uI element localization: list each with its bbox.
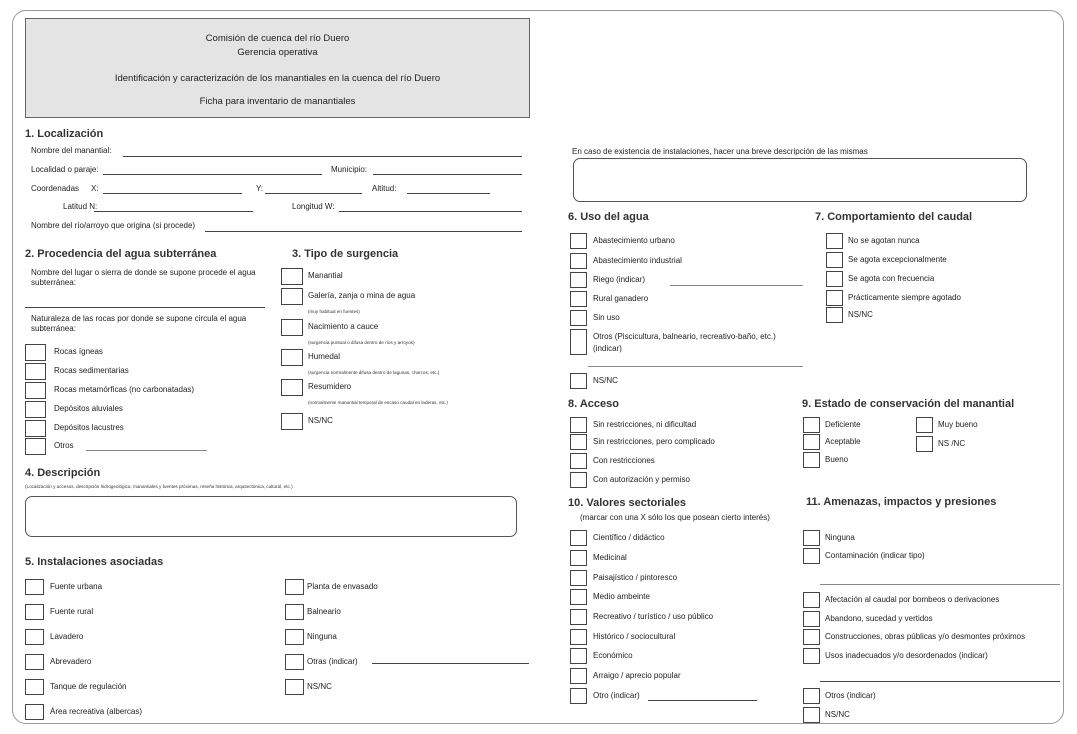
latitud-label: Latitud N: bbox=[63, 202, 98, 211]
s7-options-label: No se agotan nunca bbox=[848, 236, 920, 245]
section-4-heading: 4. Descripción bbox=[25, 467, 101, 479]
s7-options-checkbox[interactable] bbox=[826, 271, 843, 287]
section-9-heading: 9. Estado de conservación del manantial bbox=[802, 398, 1015, 410]
y-label: Y: bbox=[256, 184, 264, 193]
s5-left-checkbox[interactable] bbox=[25, 579, 44, 595]
s8-options-label: Con restricciones bbox=[593, 456, 655, 465]
s3-note: (surgencia normalmente difusa dentro de lagunas, charcos, etc.) bbox=[308, 370, 440, 375]
s2-options-checkbox[interactable] bbox=[25, 438, 46, 455]
riego-field[interactable] bbox=[670, 285, 803, 286]
s5-right-label: NS/NC bbox=[307, 682, 332, 691]
s9-left-checkbox[interactable] bbox=[803, 434, 820, 450]
s6-options-checkbox[interactable] bbox=[570, 253, 587, 269]
s5-left-label: Lavadero bbox=[50, 632, 84, 641]
s8-options-label: Con autorización y permiso bbox=[593, 475, 690, 484]
s2-options-label: Depósitos lacustres bbox=[54, 423, 124, 432]
s3-options-checkbox[interactable] bbox=[281, 268, 303, 285]
s6-options-checkbox[interactable] bbox=[570, 310, 587, 326]
s11-options-label: Construcciones, obras públicas y/o desmontes próximos bbox=[825, 632, 1026, 641]
s7-options-checkbox[interactable] bbox=[826, 307, 843, 323]
nombre-field[interactable] bbox=[123, 156, 522, 157]
s3-options-checkbox[interactable] bbox=[281, 413, 303, 430]
s10-options-label: Medio ambeinte bbox=[593, 592, 650, 601]
form-title: Identificación y caracterización de los manantiales en la cuenca del río Duero bbox=[114, 73, 441, 84]
s10-options-checkbox[interactable] bbox=[570, 530, 587, 546]
section-3-heading: 3. Tipo de surgencia bbox=[292, 248, 399, 260]
s6-options-label: Otros (Piscicultura, balneario, recreativo-baño, etc.) bbox=[593, 332, 776, 341]
s7-options-label: Se agota con frecuencia bbox=[848, 274, 935, 283]
s10-options-label: Otro (indicar) bbox=[593, 691, 640, 700]
nombre-label: Nombre del manantial: bbox=[31, 146, 112, 155]
section-7-heading: 7. Comportamiento del caudal bbox=[815, 211, 973, 223]
s10-options-checkbox[interactable] bbox=[570, 668, 587, 684]
otros-rocas-field[interactable] bbox=[86, 450, 207, 451]
s3-options-label: Humedal bbox=[308, 352, 341, 361]
s5-left-checkbox[interactable] bbox=[25, 604, 44, 620]
s9-right-label: NS /NC bbox=[938, 439, 966, 448]
longitud-label: Longitud W: bbox=[292, 202, 335, 211]
s3-options-checkbox[interactable] bbox=[281, 319, 303, 336]
s6-options-label: Rural ganadero bbox=[593, 294, 649, 303]
s3-options-label: Manantial bbox=[308, 271, 343, 280]
s9-left-label: Aceptable bbox=[825, 437, 861, 446]
s8-options-checkbox[interactable] bbox=[570, 434, 587, 450]
lugar-field[interactable] bbox=[25, 307, 265, 308]
s5-left-label: Tanque de regulación bbox=[50, 682, 127, 691]
s7-options-checkbox[interactable] bbox=[826, 233, 843, 249]
s6-options-checkbox[interactable] bbox=[570, 373, 587, 389]
s6-options-checkbox[interactable] bbox=[570, 291, 587, 307]
s9-left-label: Bueno bbox=[825, 455, 849, 464]
s2-options-checkbox[interactable] bbox=[25, 363, 46, 380]
s6-options-label: Riego (indicar) bbox=[593, 275, 646, 284]
s11-options-label: NS/NC bbox=[825, 710, 850, 719]
rio-field[interactable] bbox=[205, 231, 522, 232]
s5-right-checkbox[interactable] bbox=[285, 679, 304, 695]
rio-label: Nombre del río/arroyo que origina (si procede) bbox=[31, 221, 196, 230]
s8-options-label: Sin restricciones, pero complicado bbox=[593, 437, 715, 446]
s11-options-checkbox[interactable] bbox=[803, 707, 820, 723]
s10-options-checkbox[interactable] bbox=[570, 648, 587, 664]
section-10-note: (marcar con una X sólo los que posean cierto interés) bbox=[580, 513, 770, 522]
otro-valor-field[interactable] bbox=[648, 700, 757, 701]
s2-options-checkbox[interactable] bbox=[25, 420, 46, 437]
s9-right-checkbox[interactable] bbox=[916, 436, 933, 452]
s9-right-label: Muy bueno bbox=[938, 420, 978, 429]
altitud-label: Altitud: bbox=[372, 184, 397, 193]
municipio-field[interactable] bbox=[373, 174, 522, 175]
s5-left-label: Fuente rural bbox=[50, 607, 94, 616]
s2-options-label: Rocas ígneas bbox=[54, 347, 103, 356]
s10-options-checkbox[interactable] bbox=[570, 550, 587, 566]
s3-options-label: Galería, zanja o mina de agua bbox=[308, 291, 416, 300]
otros-uso-field[interactable] bbox=[588, 366, 803, 367]
s5-left-checkbox[interactable] bbox=[25, 629, 44, 645]
s6-options-label: Abastecimiento urbano bbox=[593, 236, 675, 245]
s5-right-label: Planta de envasado bbox=[307, 582, 378, 591]
s6-options-label: NS/NC bbox=[593, 376, 618, 385]
s6-options-label: Sin uso bbox=[593, 313, 620, 322]
form-subtitle: Ficha para inventario de manantiales bbox=[199, 96, 356, 107]
s5-right-label: Ninguna bbox=[307, 632, 337, 641]
altitud-field[interactable] bbox=[407, 193, 490, 194]
lugar-label-1: Nombre del lugar o sierra de donde se supone procede el agua bbox=[31, 268, 256, 277]
s7-options-label: Se agota excepcionalmente bbox=[848, 255, 947, 264]
municipio-label: Municipio: bbox=[331, 165, 368, 174]
localidad-field[interactable] bbox=[103, 174, 322, 175]
s5-left-checkbox[interactable] bbox=[25, 704, 44, 720]
s11-options-label: Abandono, sucedad y vertidos bbox=[825, 614, 933, 623]
s10-options-checkbox[interactable] bbox=[570, 570, 587, 586]
s5-right-checkbox[interactable] bbox=[285, 579, 304, 595]
s10-options-label: Recreativo / turístico / uso público bbox=[593, 612, 714, 621]
s10-options-label: Arraigo / aprecio popular bbox=[593, 671, 681, 680]
s11-options-checkbox[interactable] bbox=[803, 530, 820, 546]
latitud-field[interactable] bbox=[94, 211, 253, 212]
s6-options-label: Abastecimiento industrial bbox=[593, 256, 682, 265]
s11-options-checkbox[interactable] bbox=[803, 648, 820, 664]
s8-options-checkbox[interactable] bbox=[570, 417, 587, 433]
section-6-heading: 6. Uso del agua bbox=[568, 211, 649, 223]
s7-options-label: NS/NC bbox=[848, 310, 873, 319]
s10-options-label: Histórico / sociocultural bbox=[593, 632, 676, 641]
s8-options-label: Sin restricciones, ni dificultad bbox=[593, 420, 697, 429]
s2-options-checkbox[interactable] bbox=[25, 382, 46, 399]
s11-options-checkbox[interactable] bbox=[803, 548, 820, 564]
s11-options-label: Afectación al caudal por bombeos o derivaciones bbox=[825, 595, 1000, 604]
s11-options-label: Usos inadecuados y/o desordenados (indicar) bbox=[825, 651, 988, 660]
s11-options-label: Contaminación (indicar tipo) bbox=[825, 551, 925, 560]
s6-options-checkbox[interactable] bbox=[570, 272, 587, 288]
s2-options-label: Otros bbox=[54, 441, 74, 450]
section-10-heading: 10. Valores sectoriales bbox=[568, 497, 687, 509]
contaminacion-field[interactable] bbox=[820, 584, 1060, 585]
s5-left-checkbox[interactable] bbox=[25, 654, 44, 670]
s8-options-checkbox[interactable] bbox=[570, 453, 587, 469]
s3-options-label: Resumidero bbox=[308, 382, 352, 391]
s10-options-label: Paisajístico / pintoresco bbox=[593, 573, 678, 582]
department: Gerencia operativa bbox=[237, 47, 318, 58]
s11-options-checkbox[interactable] bbox=[803, 592, 820, 608]
s10-options-label: Económico bbox=[593, 651, 633, 660]
s9-left-checkbox[interactable] bbox=[803, 417, 820, 433]
s3-options-label: NS/NC bbox=[308, 416, 333, 425]
s10-options-checkbox[interactable] bbox=[570, 688, 587, 704]
section-11-heading: 11. Amenazas, impactos y presiones bbox=[806, 496, 997, 508]
y-field[interactable] bbox=[265, 193, 362, 194]
coordenadas-label: Coordenadas bbox=[31, 184, 80, 193]
section-1-heading: 1. Localización bbox=[25, 128, 104, 140]
s3-note: (surgencia puntual o difusa dentro de ríos y arroyos) bbox=[308, 340, 415, 345]
section-5-heading: 5. Instalaciones asociadas bbox=[25, 556, 164, 568]
section-2-heading: 2. Procedencia del agua subterránea bbox=[25, 248, 217, 260]
s2-options-checkbox[interactable] bbox=[25, 344, 46, 361]
organization: Comisión de cuenca del río Duero bbox=[205, 33, 350, 44]
s11-options-checkbox[interactable] bbox=[803, 629, 820, 645]
s11-options-checkbox[interactable] bbox=[803, 688, 820, 704]
s7-options-checkbox[interactable] bbox=[826, 290, 843, 306]
lugar-label-2: subterránea: bbox=[31, 278, 76, 287]
s11-options-label: Otros (indicar) bbox=[825, 691, 876, 700]
s8-options-checkbox[interactable] bbox=[570, 472, 587, 488]
s10-options-checkbox[interactable] bbox=[570, 589, 587, 605]
s2-options-checkbox[interactable] bbox=[25, 401, 46, 418]
s3-options-checkbox[interactable] bbox=[281, 379, 303, 396]
descripcion-textarea[interactable] bbox=[25, 496, 517, 537]
s2-options-label: Depósitos aluviales bbox=[54, 404, 123, 413]
x-field[interactable] bbox=[103, 193, 242, 194]
s7-options-label: Prácticamente siempre agotado bbox=[848, 293, 961, 302]
s6-options-checkbox[interactable] bbox=[570, 233, 587, 249]
s10-options-checkbox[interactable] bbox=[570, 629, 587, 645]
instalaciones-desc-textarea[interactable] bbox=[573, 158, 1027, 202]
naturaleza-label-2: subterránea: bbox=[31, 324, 76, 333]
instalaciones-desc-label: En caso de existencia de instalaciones, hacer una breve descripción de las mismas bbox=[572, 147, 868, 156]
s3-note: (muy habitual en fuentes) bbox=[308, 309, 360, 314]
s3-options-checkbox[interactable] bbox=[281, 349, 303, 366]
naturaleza-label-1: Naturaleza de las rocas por donde se supone circula el agua bbox=[31, 314, 247, 323]
x-label: X: bbox=[91, 184, 99, 193]
longitud-field[interactable] bbox=[339, 211, 522, 212]
s11-options-label: Ninguna bbox=[825, 533, 855, 542]
s3-note: (normalmente manantial temporal de escaso caudal en laderas, etc.) bbox=[308, 400, 448, 405]
s5-right-checkbox[interactable] bbox=[285, 654, 304, 670]
s5-left-label: Área recreativa (albercas) bbox=[50, 707, 143, 716]
s2-options-label: Rocas metamórficas (no carbonatadas) bbox=[54, 385, 195, 394]
s5-right-label: Balneario bbox=[307, 607, 341, 616]
s5-left-label: Abrevadero bbox=[50, 657, 92, 666]
s9-right-checkbox[interactable] bbox=[916, 417, 933, 433]
section-8-heading: 8. Acceso bbox=[568, 398, 619, 410]
s5-right-checkbox[interactable] bbox=[285, 604, 304, 620]
s9-left-checkbox[interactable] bbox=[803, 452, 820, 468]
s10-options-label: Científico / didáctico bbox=[593, 533, 665, 542]
s6-options-checkbox[interactable] bbox=[570, 329, 587, 355]
usos-inadecuados-field[interactable] bbox=[820, 681, 1060, 682]
form-header bbox=[25, 18, 530, 118]
s5-right-label: Otras (indicar) bbox=[307, 657, 358, 666]
s3-options-checkbox[interactable] bbox=[281, 288, 303, 305]
s7-options-checkbox[interactable] bbox=[826, 252, 843, 268]
localidad-label: Localidad o paraje: bbox=[31, 165, 99, 174]
s5-left-label: Fuente urbana bbox=[50, 582, 103, 591]
otras-instalaciones-field[interactable] bbox=[372, 663, 529, 664]
s11-options-checkbox[interactable] bbox=[803, 611, 820, 627]
otros-uso-line2: (indicar) bbox=[593, 344, 622, 353]
section-4-note: (Localización y accesos, descripción hidrogeológica, manantiales y fuentes próximas, reseña histórica, arquitectónica, cultural, etc.) bbox=[25, 484, 293, 489]
s5-right-checkbox[interactable] bbox=[285, 629, 304, 645]
s2-options-label: Rocas sedimentarias bbox=[54, 366, 129, 375]
s9-left-label: Deficiente bbox=[825, 420, 861, 429]
s3-options-label: Nacimiento a cauce bbox=[308, 322, 379, 331]
s10-options-label: Medicinal bbox=[593, 553, 627, 562]
s10-options-checkbox[interactable] bbox=[570, 609, 587, 625]
s5-left-checkbox[interactable] bbox=[25, 679, 44, 695]
